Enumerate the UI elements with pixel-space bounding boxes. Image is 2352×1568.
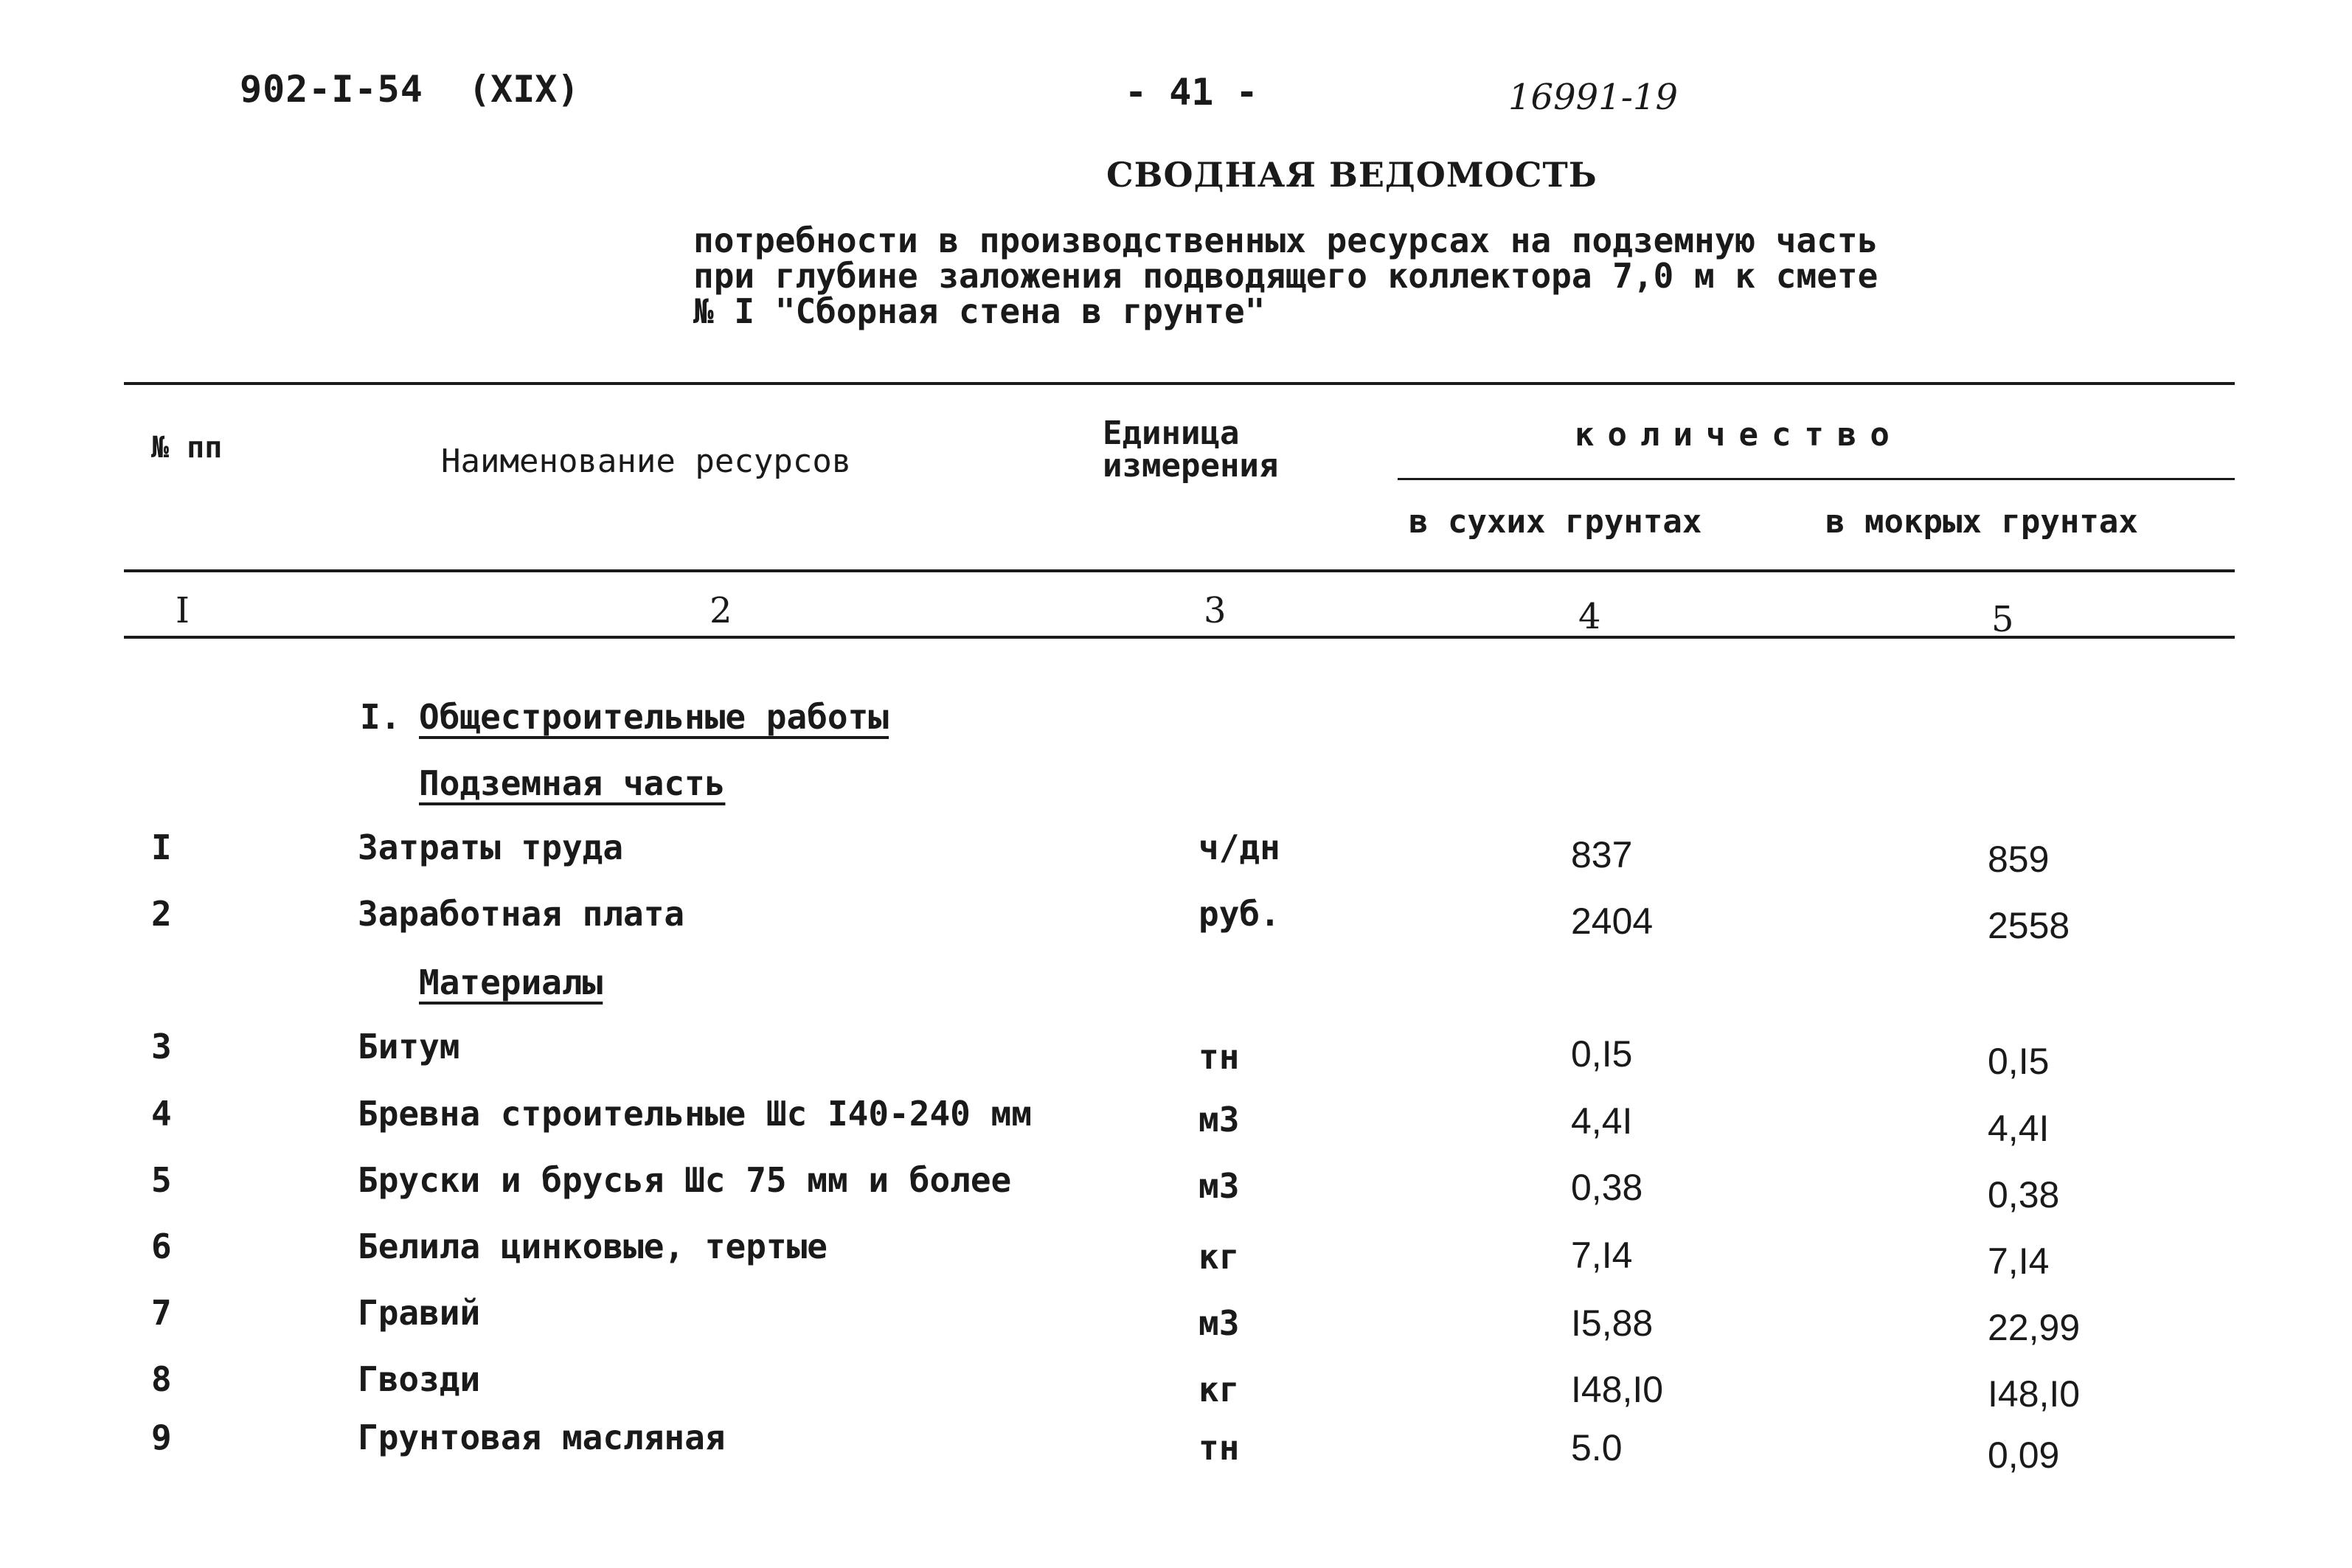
- column-number-2: 2: [710, 590, 732, 631]
- row-dry: 4,4I: [1571, 1100, 1633, 1142]
- table-row: [0, 894, 2352, 946]
- row-unit: м3: [1198, 1100, 1240, 1139]
- subsection-materials: Материалы: [419, 962, 603, 1002]
- doc-code: 902-I-54: [240, 68, 423, 111]
- inventory-number: 16991-19: [1508, 77, 1678, 118]
- row-name: Бруски и брусья Шс 75 мм и более: [358, 1160, 1012, 1200]
- section-title: Общестроительные работы: [419, 697, 889, 737]
- row-num: 5: [151, 1160, 172, 1200]
- row-name: Гравий: [358, 1293, 481, 1333]
- header-bottom-rule: [124, 569, 2235, 572]
- row-wet: I48,I0: [1988, 1373, 2081, 1415]
- row-wet: 4,4I: [1988, 1108, 2050, 1149]
- row-dry: 2404: [1571, 901, 1654, 942]
- column-number-3: 3: [1204, 590, 1227, 631]
- subtitle-line-3: № I "Сборная стена в грунте": [693, 291, 1266, 331]
- table-row: [0, 1418, 2352, 1476]
- table-row: [0, 828, 2352, 880]
- row-dry: 837: [1571, 834, 1633, 875]
- table-row: [0, 1293, 2352, 1348]
- row-num: 2: [151, 894, 172, 934]
- row-dry: 0,I5: [1571, 1033, 1633, 1075]
- row-unit: кг: [1198, 1370, 1240, 1409]
- page-number: - 41 -: [1125, 71, 1258, 114]
- row-dry: I48,I0: [1571, 1369, 1664, 1410]
- row-name: Бревна строительные Шс I40-240 мм: [358, 1094, 1032, 1134]
- column-number-1: I: [176, 590, 190, 631]
- row-num: 8: [151, 1359, 172, 1399]
- row-unit: тн: [1198, 1428, 1240, 1468]
- row-unit: м3: [1198, 1303, 1240, 1343]
- subtitle-line-2: при глубине заложения подводящего коллектора 7,0 м к смете: [693, 256, 1879, 296]
- row-wet: 2558: [1988, 905, 2070, 946]
- table-row: [0, 1027, 2352, 1082]
- row-num: 4: [151, 1094, 172, 1134]
- row-unit: ч/дн: [1198, 828, 1280, 867]
- header-name: Наименование ресурсов: [441, 443, 852, 480]
- row-unit: тн: [1198, 1037, 1240, 1077]
- table-row: [0, 1094, 2352, 1149]
- row-name: Затраты труда: [358, 828, 624, 867]
- table-top-rule: [124, 382, 2235, 385]
- column-number-5: 5: [1991, 599, 2014, 640]
- page-title: СВОДНАЯ ВЕДОМОСТЬ: [1106, 155, 1598, 195]
- row-dry: 7,I4: [1571, 1235, 1633, 1276]
- table-row: [0, 1160, 2352, 1215]
- row-num: 7: [151, 1293, 172, 1333]
- header-num: № пп: [151, 431, 223, 465]
- row-dry: I5,88: [1571, 1302, 1654, 1344]
- subtitle-line-1: потребности в производственных ресурсах на подземную часть: [693, 221, 1879, 260]
- row-wet: 7,I4: [1988, 1241, 2050, 1282]
- row-name: Грунтовая масляная: [358, 1418, 726, 1457]
- row-unit: кг: [1198, 1237, 1240, 1277]
- doc-roman: (XIX): [468, 68, 580, 111]
- row-wet: 0,38: [1988, 1174, 2060, 1215]
- subsection-underground: Подземная часть: [419, 763, 726, 803]
- header-unit: Единица измерения: [1103, 414, 1279, 485]
- column-number-4: 4: [1578, 596, 1601, 637]
- header-quantity: количество: [1575, 416, 1903, 454]
- quantity-divider-rule: [1398, 478, 2235, 480]
- row-num: I: [151, 828, 172, 867]
- row-num: 3: [151, 1027, 172, 1066]
- section-number: I.: [360, 697, 401, 737]
- header-wet-soil: в мокрых грунтах: [1825, 503, 2138, 541]
- column-number-rule: [124, 636, 2235, 639]
- row-wet: 0,I5: [1988, 1041, 2050, 1082]
- row-num: 9: [151, 1418, 172, 1457]
- row-num: 6: [151, 1227, 172, 1266]
- row-unit: м3: [1198, 1166, 1240, 1206]
- row-name: Белила цинковые, тертые: [358, 1227, 828, 1266]
- row-dry: 5.0: [1571, 1427, 1623, 1468]
- row-name: Битум: [358, 1027, 460, 1066]
- row-wet: 859: [1988, 839, 2050, 880]
- table-row: [0, 1227, 2352, 1282]
- row-wet: 22,99: [1988, 1307, 2081, 1348]
- row-name: Гвозди: [358, 1359, 481, 1399]
- table-row: [0, 1359, 2352, 1415]
- header-dry-soil: в сухих грунтах: [1409, 503, 1702, 541]
- row-wet: 0,09: [1988, 1435, 2060, 1476]
- row-unit: руб.: [1198, 894, 1280, 934]
- row-name: Заработная плата: [358, 894, 685, 934]
- row-dry: 0,38: [1571, 1167, 1643, 1208]
